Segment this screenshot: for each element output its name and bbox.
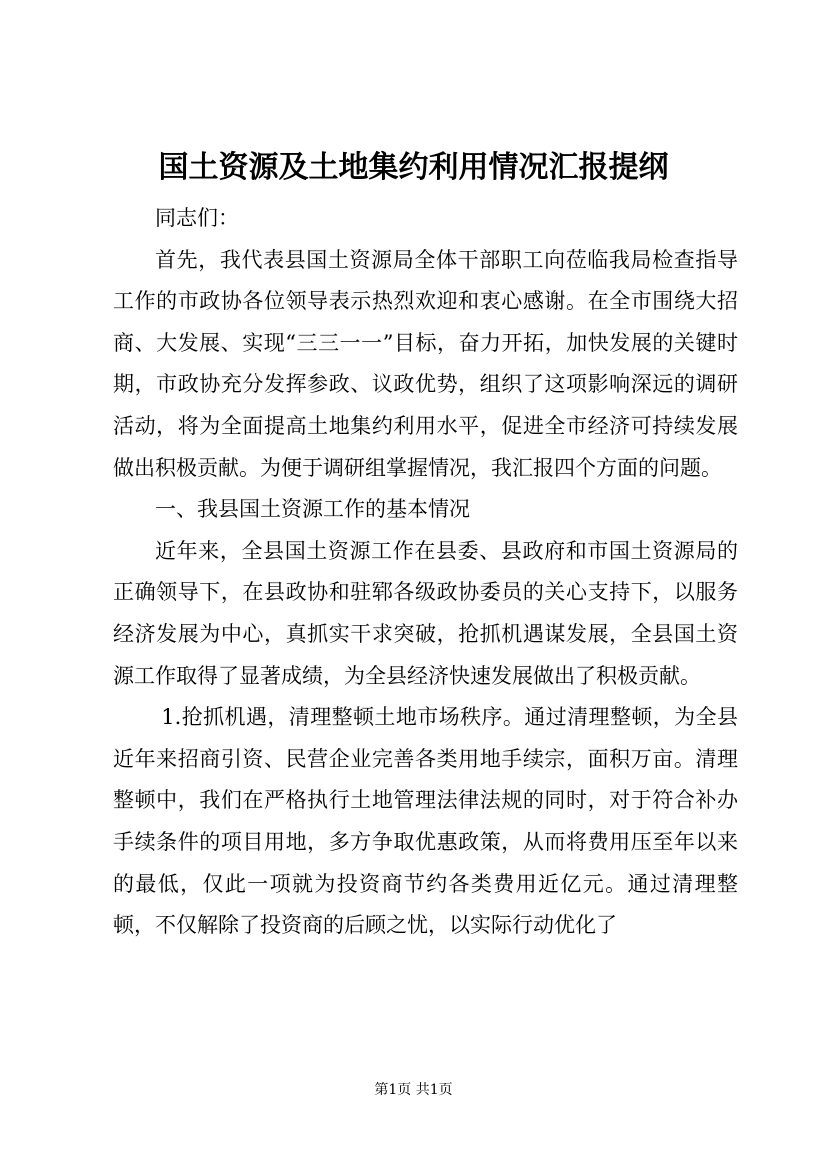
section-heading: 一、我县国土资源工作的基本情况 <box>155 497 470 522</box>
paragraph-item-1: 1.抢抓机遇，清理整顿土地市场秩序。通过清理整顿，为全县近年来招商引资、民营企业完善各类用地手续宗，面积万亩。清理整顿中，我们在严格执行土地管理法律法规的同时，对于符合补办手续条件的项目用地，多方争取优惠政策，从而将费用压至年以来的最低，仅此一项就为投资商节约各类费用近亿元。通过清理整顿，不仅解除了投资商的后顾之忧，以实际行动优化了 <box>113 705 738 938</box>
document-title: 国土资源及土地集约利用情况汇报提纲 <box>158 150 669 185</box>
page-footer: 第1页 共1页 <box>374 1082 453 1098</box>
document-body <box>113 198 738 947</box>
paragraph-overview: 近年来，全县国土资源工作在县委、县政府和市国土资源局的正确领导下，在县政协和驻郓各级政协委员的关心支持下，以服务经济发展为中心，真抓实干求突破，抢抓机遇谋发展，全县国土资源工作取得了显著成绩，为全县经济快速发展做出了积极贡献。 <box>113 538 738 688</box>
salutation: 同志们： <box>155 206 239 230</box>
paragraph-intro: 首先，我代表县国土资源局全体干部职工向莅临我局检查指导工作的市政协各位领导表示热烈欢迎和衷心感谢。在全市围绕大招商、大发展、实现“三三一一”目标，奋力开拓，加快发展的关键时期，市政协充分发挥参政、议政优势，组织了这项影响深远的调研活动，将为全面提高土地集约利用水平，促进全市经济可持续发展做出积极贡献。为便于调研组掌握情况，我汇报四个方面的问题。 <box>113 247 738 480</box>
